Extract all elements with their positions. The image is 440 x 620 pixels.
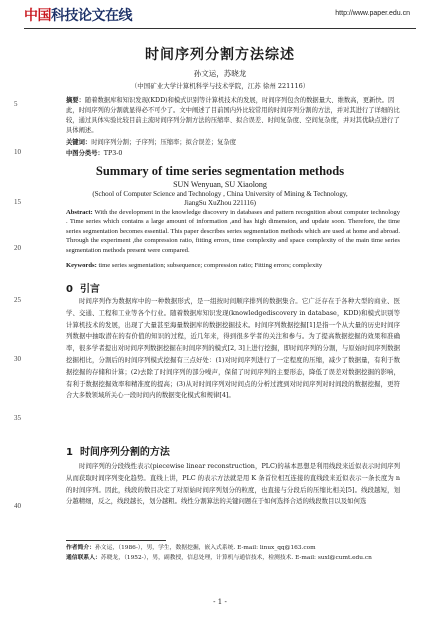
keywords-english xyxy=(66,261,400,270)
line-number: 5 xyxy=(14,100,18,108)
intro-paragraph: 时间序列作为数据库中的一种数据形式，是一组按时间顺序排列的数据集合。它广泛存在于各种大型的商业、医学、交通、工程和工业等各个行业。随着数据库知识发现(knowledgediscovery in database，KDD)和模式识别等计算机技术的发展，出现了大量甚至海量数据库的数据挖掘技术。时间序列数据挖掘[1]是指一个从大量的历史时间序列数据中抽取潜在的有价值的知识的过程，近几年来，得到很多学者的关注和参与。为了提高数据挖掘的效果和准确率，很多学者提出对时间序列数据挖掘在时间序列的模式[2, 3]上进行挖掘，即时间序列的分割，与原始时间序列数据挖掘相比，分割后的时间序列模式挖掘有三点好处：(1)对时间序列进行了一定程度的压缩，减少了数据量，有利于数据挖掘的存储和计算；(2)去除了时间序列的部分噪声，保留了时间序列的主要形态，降低了误差对数据挖掘的影响，有利于数据挖掘效率和精准度的提高；(3)从对时间序列对时间点的分析过渡到对时间序列对时间段的数据挖掘，更符合大多数领域所关心一段时间内的数据变化模式和规律[4]。 xyxy=(66,297,400,400)
keywords-en-label: Keywords: xyxy=(66,262,97,269)
footnote-author-label: 作者简介： xyxy=(66,545,95,551)
line-number: 20 xyxy=(14,244,21,252)
abstract-english xyxy=(66,208,400,255)
footnote-contact-label: 通信联系人： xyxy=(66,555,101,561)
header-url[interactable]: http://www.paper.edu.cn xyxy=(335,10,410,17)
keywords-label: 关键词： xyxy=(66,139,92,146)
abstract-en-text: With the development in the knowledge discovery in databases and pattern recognition about computer technology . Time series which contains a large amount of information ,and has high dimension, and update soon. Therefore, the time series segmentation becomes essential. This paper describes series segmentation methods which are used at home and abroad. Through the experiment ,the compression ratio, fitting errors, time complexity and space complexity of the main time series segmentation methods present were compared. xyxy=(66,209,400,254)
methods-paragraph: 时间序列的分段线性表示(piecewise linear reconstruction，PLC)的基本思想是利用线段来近似表示时间序列从而获取时间序列变化趋势。直线上讲，PLC 的表示方法就是用 K 条首位相互连接的直线段来近似表示一条长度为 n 的时间序列。因此，线段的数目决定了对原始时间序列划分的粒度，也直接与分段后的压缩比相关[5]。线段越短，划分越精细，反之，线段越长，划分越粗。线性分割算法的关键问题在于如何选择合适的线段数目以及如何选 xyxy=(66,462,400,506)
classification-text: TP3-0 xyxy=(103,150,123,157)
keywords-text: 时间序列分割；子序列；压缩率；拟合误差；复杂度 xyxy=(91,139,237,146)
title-chinese: 时间序列分割方法综述 xyxy=(145,47,295,63)
footnote-contact-text: 苏晓龙，（1952-），男，副教授，信息处理，计算机与通信技术，检测技术. E-mail: suxl@cumt.edu.cn xyxy=(100,555,372,561)
abstract-text: 随着数据库和知识发现(KDD)和模式识别等计算机技术的发展，时间序列包含的数据量大、维数高，更新快。因此，时间序列的分割就显得必不可少了。文中阐述了目前国内外比较常用的时间序列分割的方法，并对其进行了详细的比较，通过具体实验比较目前主流时间序列分割方法的压缩率、拟合误差、时间复杂度、空间复杂度，并对其优缺点进行了具体阐述。 xyxy=(66,97,400,134)
logo-blue-text: 科技论文在线 xyxy=(51,8,132,24)
title-english: Summary of time series segmentation methods xyxy=(95,164,345,178)
classification-chinese xyxy=(66,149,400,159)
header-rule xyxy=(24,28,416,29)
logo-red-text: 中国 xyxy=(24,8,51,24)
site-logo[interactable] xyxy=(24,4,132,26)
line-number: 30 xyxy=(14,355,21,363)
page-number: - 1 - xyxy=(213,598,227,606)
page-header xyxy=(0,0,440,30)
line-number: 10 xyxy=(14,148,21,156)
footnote-author xyxy=(66,544,400,553)
authors-chinese: 孙文运，苏晓龙 xyxy=(193,69,247,78)
affiliation-chinese: （中国矿业大学计算机科学与技术学院，江苏 徐州 221116） xyxy=(130,82,310,90)
footnote-author-text: 孙文运，（1986-），男，学生，数据挖掘，嵌入式系统. E-mail: linux_qq@163.com xyxy=(95,545,316,551)
section-heading-methods xyxy=(66,443,170,458)
footnote-rule xyxy=(66,540,166,541)
line-number: 35 xyxy=(14,414,21,422)
affiliation-english-line2: JiangSu XuZhou 221116) xyxy=(184,199,256,207)
abstract-chinese xyxy=(66,96,400,136)
classification-label: 中图分类号： xyxy=(66,150,104,157)
keywords-chinese xyxy=(66,138,400,148)
abstract-en-label: Abstract: xyxy=(66,209,93,216)
affiliation-english xyxy=(0,190,440,208)
keywords-en-text: time series segmentation; subsequence; compression ratio; Fitting errors; complexity xyxy=(98,262,323,269)
section-title: 时间序列分割的方法 xyxy=(79,447,170,458)
footnote-contact xyxy=(66,554,400,563)
section-number: 0 xyxy=(66,284,73,295)
abstract-label: 摘要： xyxy=(66,97,85,104)
section-title: 引言 xyxy=(79,284,100,295)
line-number: 40 xyxy=(14,502,21,510)
section-heading-intro xyxy=(66,280,100,295)
authors-english: SUN Wenyuan, SU Xiaolong xyxy=(173,180,267,189)
line-number: 15 xyxy=(14,198,21,206)
line-number: 25 xyxy=(14,296,21,304)
section-number: 1 xyxy=(66,447,73,458)
affiliation-english-line1: (School of Computer Science and Technology , China University of Mining & Technology, xyxy=(92,190,348,198)
